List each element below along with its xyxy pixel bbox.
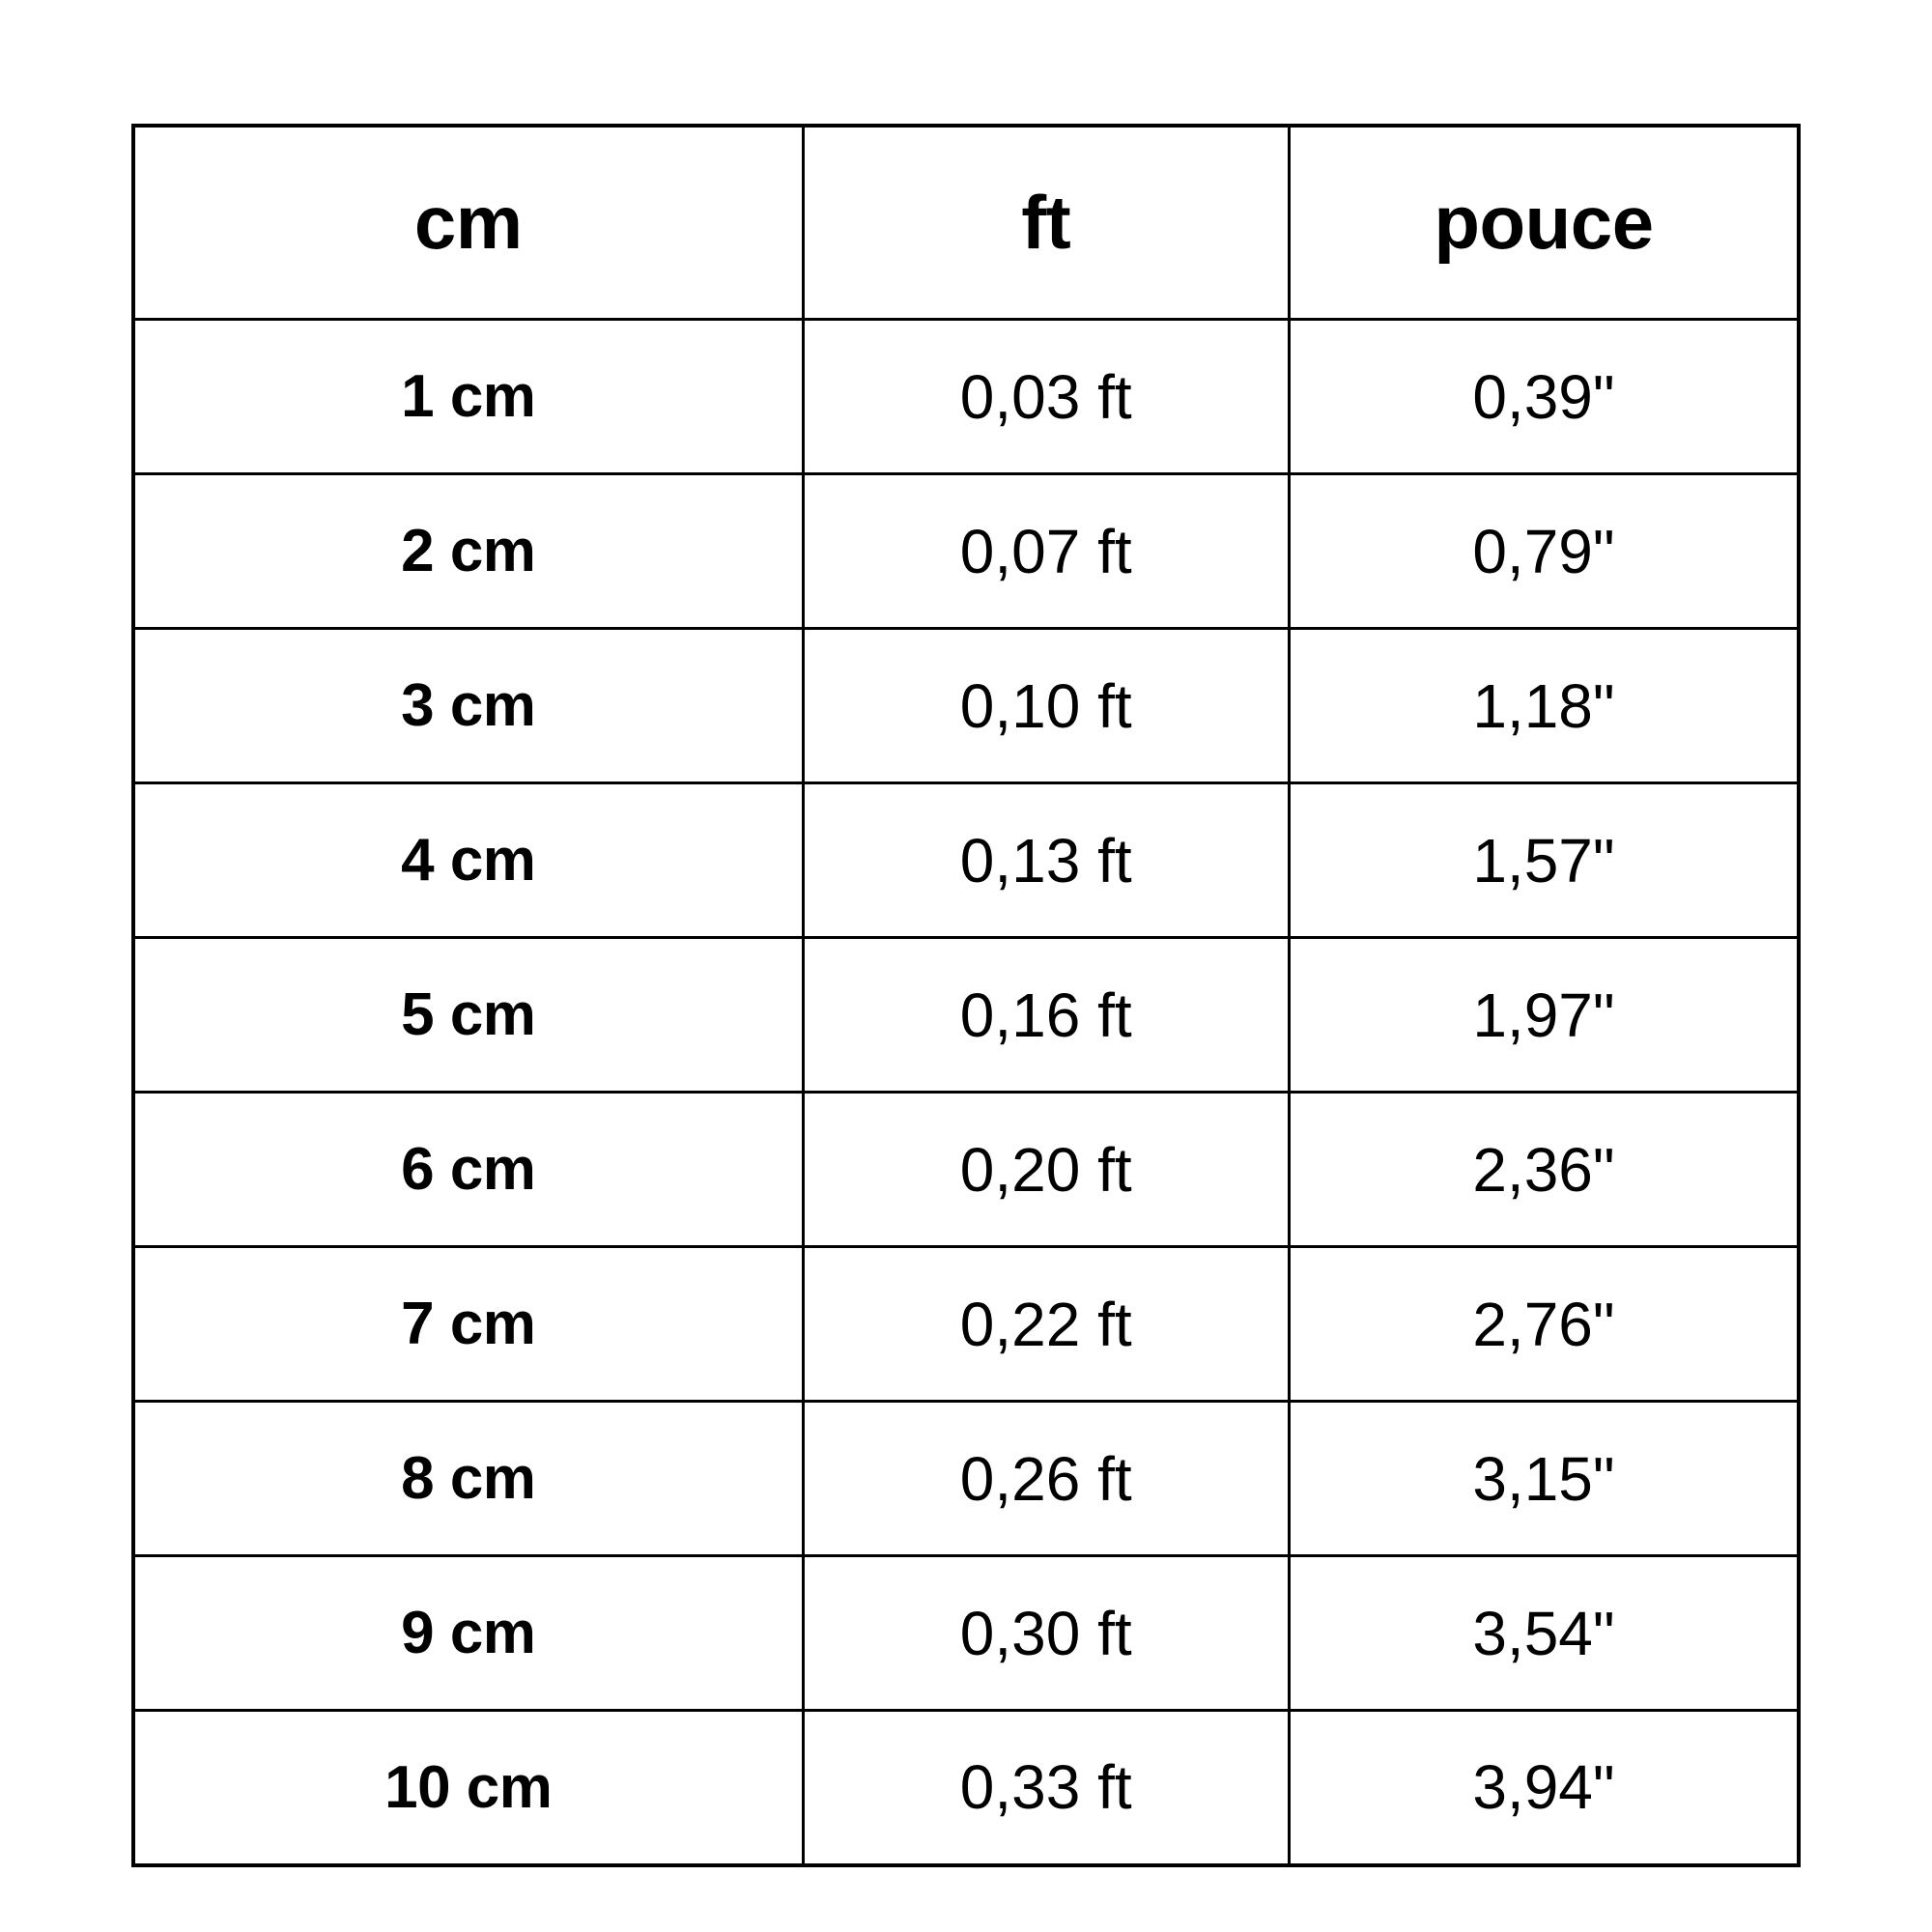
cell-ft: 0,26 ft (803, 1402, 1289, 1556)
cell-pouce: 3,15" (1289, 1402, 1799, 1556)
conversion-table-container (131, 124, 1801, 1867)
cell-ft: 0,07 ft (803, 474, 1289, 629)
table-row (133, 1711, 1799, 1865)
column-header-pouce: pouce (1289, 126, 1799, 320)
table-body (133, 320, 1799, 1865)
cell-ft: 0,03 ft (803, 320, 1289, 474)
cell-pouce: 3,54" (1289, 1556, 1799, 1711)
cell-pouce: 2,76" (1289, 1247, 1799, 1402)
cell-cm: 6 cm (133, 1093, 803, 1247)
column-header-ft: ft (803, 126, 1289, 320)
table-row (133, 1093, 1799, 1247)
cell-cm: 10 cm (133, 1711, 803, 1865)
table-row (133, 783, 1799, 938)
cell-cm: 8 cm (133, 1402, 803, 1556)
cell-cm: 2 cm (133, 474, 803, 629)
cell-pouce: 0,39" (1289, 320, 1799, 474)
cell-pouce: 1,57" (1289, 783, 1799, 938)
cell-ft: 0,13 ft (803, 783, 1289, 938)
cell-pouce: 0,79" (1289, 474, 1799, 629)
table-row (133, 629, 1799, 783)
table-row (133, 474, 1799, 629)
cell-ft: 0,30 ft (803, 1556, 1289, 1711)
table-header (133, 126, 1799, 320)
cell-ft: 0,33 ft (803, 1711, 1289, 1865)
cell-pouce: 1,18" (1289, 629, 1799, 783)
cell-cm: 5 cm (133, 938, 803, 1093)
cell-ft: 0,10 ft (803, 629, 1289, 783)
cell-pouce: 2,36" (1289, 1093, 1799, 1247)
cell-ft: 0,16 ft (803, 938, 1289, 1093)
cell-cm: 1 cm (133, 320, 803, 474)
cell-ft: 0,20 ft (803, 1093, 1289, 1247)
cell-cm: 9 cm (133, 1556, 803, 1711)
cell-cm: 4 cm (133, 783, 803, 938)
table-row (133, 1402, 1799, 1556)
column-header-cm: cm (133, 126, 803, 320)
cell-pouce: 1,97" (1289, 938, 1799, 1093)
cell-ft: 0,22 ft (803, 1247, 1289, 1402)
cell-cm: 7 cm (133, 1247, 803, 1402)
table-row (133, 320, 1799, 474)
table-row (133, 1556, 1799, 1711)
table-header-row (133, 126, 1799, 320)
cell-pouce: 3,94" (1289, 1711, 1799, 1865)
cell-cm: 3 cm (133, 629, 803, 783)
table-row (133, 938, 1799, 1093)
conversion-table (131, 124, 1801, 1867)
table-row (133, 1247, 1799, 1402)
